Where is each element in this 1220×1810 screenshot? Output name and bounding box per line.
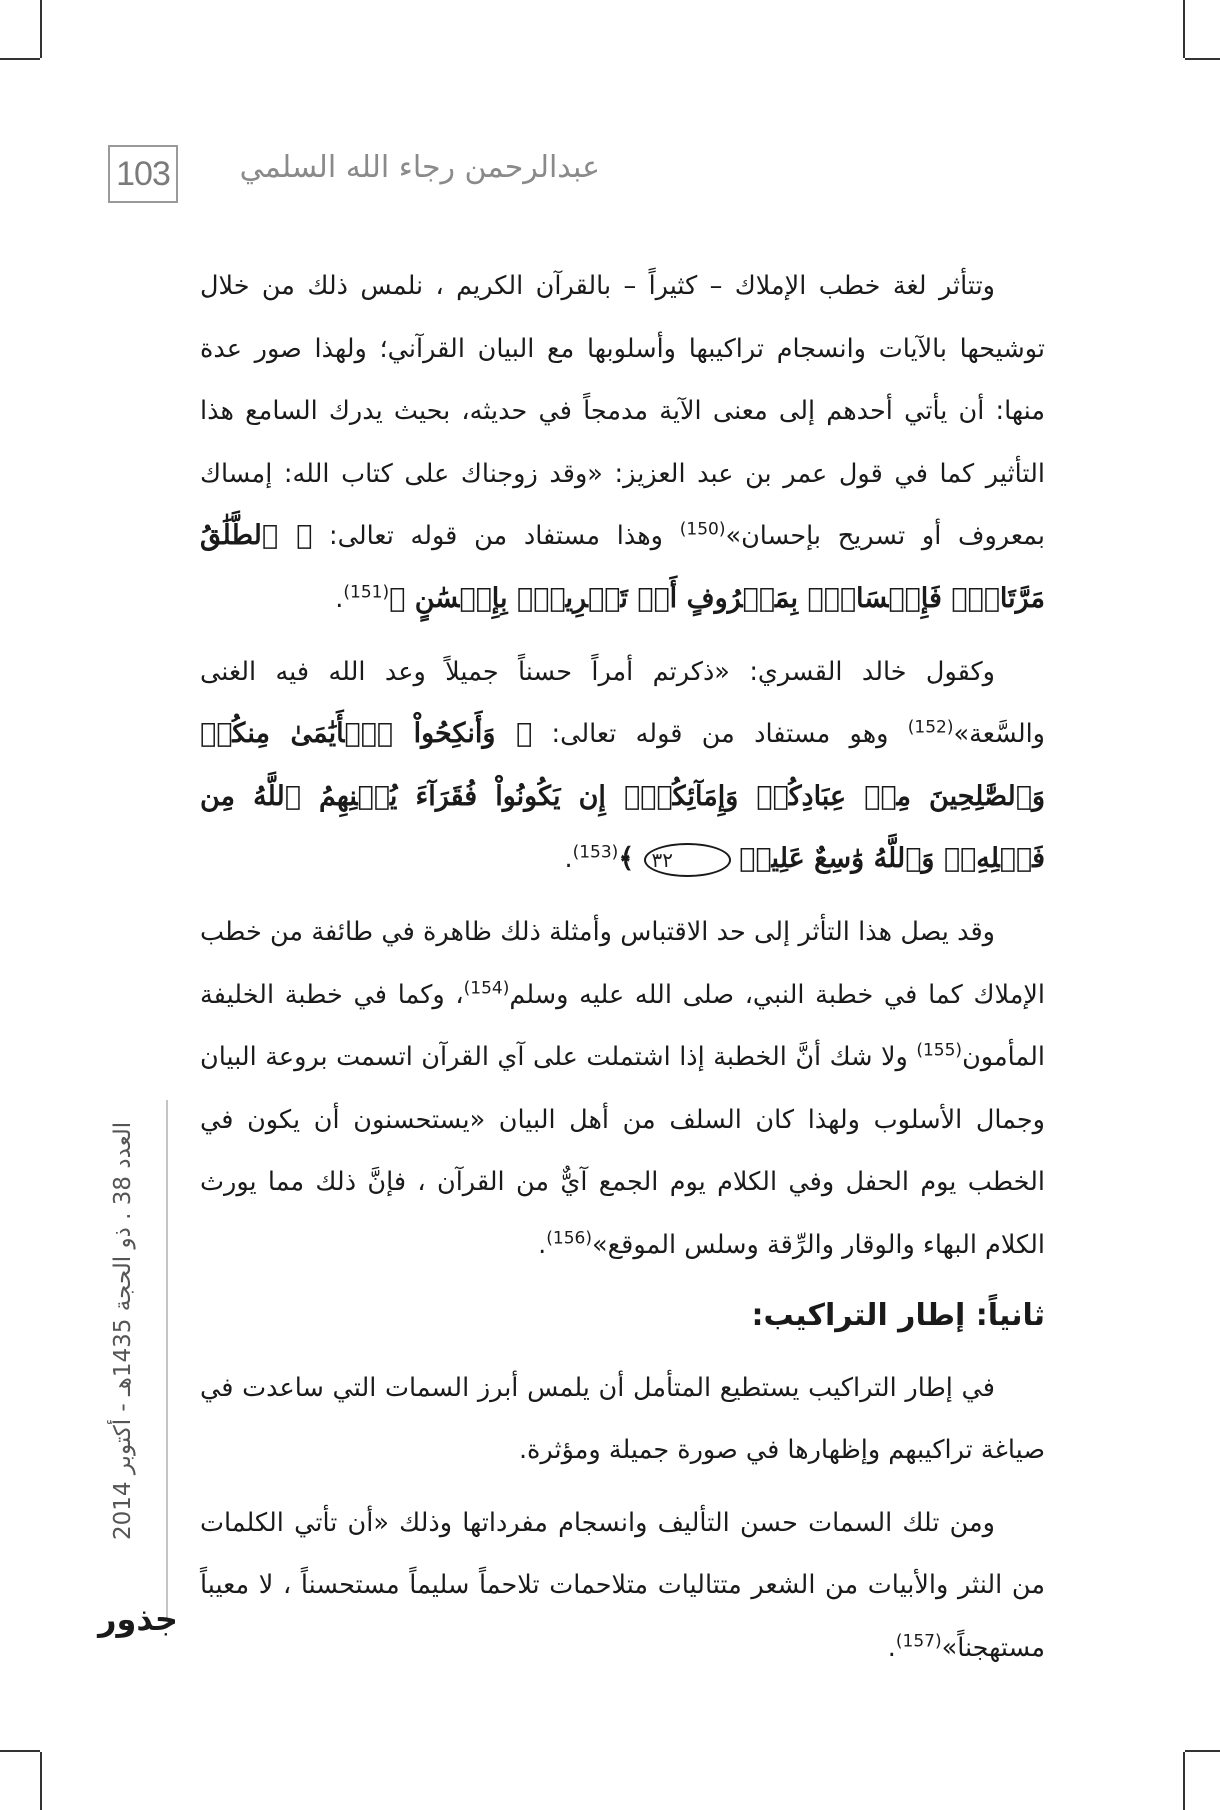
section-heading: ثانياً: إطار التراكيب: [751, 1297, 1045, 1333]
quran-verse: ﴿ ٱلطَّلَٰقُ مَرَّتَانِۖ فَإِمۡسَاكُۢ بِمَعۡرُوفٍ أَوۡ تَسۡرِيحُۢ بِإِحۡسَٰنٍ ﴾ [200, 520, 1045, 614]
article-body [200, 255, 1045, 1689]
crop-mark [1183, 1752, 1185, 1810]
quran-verse: ﴿ وَأَنكِحُواْ ٱلۡأَيَٰمَىٰ مِنكُمۡ وَٱلصَّٰلِحِينَ مِنۡ عِبَادِكُمۡ وَإِمَآئِكُمۡۚ إِن يَكُونُواْ فُقَرَآءَ يُغۡنِهِمُ ٱللَّهُ مِن فَضۡلِهِۦۗ وَٱللَّهُ وَٰسِعٌ عَلِيمٞ [200, 718, 1045, 875]
running-head-author: عبدالرحمن رجاء الله السلمي [239, 150, 600, 185]
paragraph: وتتأثر لغة خطب الإملاك – كثيراً – بالقرآن الكريم ، نلمس ذلك من خلال توشيحها بالآيات وانسجام تراكيبها وأسلوبها مع البيان القرآني؛ ولهذا صور عدة منها: أن يأتي أحدهم إلى معنى الآية مدمجاً في حديثه، بحيث يدرك السامع هذا التأثير كما في قول عمر بن عبد العزيز: «وقد زوجناك على كتاب الله: إمساك بمعروف أو تسريح بإحسان»$^{(150)}$ وهذا مستفاد من قوله تعالى: ﴿ ٱلطَّلَٰقُ مَرَّتَانِۖ فَإِمۡسَاكُۢ بِمَعۡرُوفٍ أَوۡ تَسۡرِيحُۢ بِإِحۡسَٰنٍ ﴾$^{(151)}$. [200, 271, 1046, 614]
journal-logo: جذور [98, 1600, 178, 1638]
paragraph: وقد يصل هذا التأثر إلى حد الاقتباس وأمثلة ذلك ظاهرة في طائفة من خطب الإملاك كما في خطبة النبي، صلى الله عليه وسلم$^{(154)}$، وكما في خطبة الخليفة المأمون$^{(155)}$ ولا شك أنَّ الخطبة إذا اشتملت على آي القرآن اتسمت بروعة البيان وجمال الأسلوب ولهذا كان السلف من أهل البيان «يستحسنون أن يكون في الخطب يوم الحفل وفي الكلام يوم الجمع آيٌّ من القرآن ، فإنَّ ذلك مما يورث الكلام البهاء والوقار والرِّقة وسلس الموقع»$^{(156)}$. [200, 916, 1045, 1260]
issue-info-text: العدد 38 . ذو الحجة 1435هـ - أكتوبر 2014 [110, 1121, 136, 1540]
paragraph: في إطار التراكيب يستطيع المتأمل أن يلمس أبرز السمات التي ساعدت في صياغة تراكيبهم وإظهارها في صورة جميلة ومؤثرة. [200, 1372, 1045, 1466]
crop-mark [40, 0, 42, 58]
crop-mark [0, 1750, 40, 1752]
crop-mark [1183, 0, 1185, 58]
footnote-ref: (157) [895, 1631, 942, 1652]
footnote-ref: (154) [463, 978, 510, 999]
crop-mark [1185, 1750, 1220, 1752]
page-number: 103 [108, 145, 178, 203]
crop-mark [1185, 58, 1220, 60]
footnote-ref: (153) [572, 842, 619, 863]
footnote-ref: (156) [546, 1228, 592, 1249]
paragraph: وكقول خالد القسري: «ذكرتم أمراً حسناً جميلاً وعد الله فيه الغنى والسَّعة»$^{(152)}$ وهو مستفاد من قوله تعالى: ﴿ وَأَنكِحُواْ ٱلۡأَيَٰمَىٰ مِنكُمۡ وَٱلصَّٰلِحِينَ مِنۡ عِبَادِكُمۡ وَإِمَآئِكُمۡۚ إِن يَكُونُواْ فُقَرَآءَ يُغۡنِهِمُ ٱللَّهُ مِن فَضۡلِهِۦۗ وَٱللَّهُ وَٰسِعٌ عَلِيمٞ ٣٢ ﴾$^{(153)}$. [200, 641, 1045, 891]
paragraph: ومن تلك السمات حسن التأليف وانسجام مفرداتها وذلك «أن تأتي الكلمات من النثر والأبيات من الشعر متتاليات متلاحمات تلاحماً سليماً مستحسناً ، لا معيباً مستهجناً»$^{(157)}$. [200, 1507, 1045, 1663]
footnote-ref: (155) [916, 1040, 963, 1061]
crop-mark [40, 1752, 42, 1810]
footnote-ref: (150) [679, 519, 726, 540]
crop-mark [0, 58, 40, 60]
footnote-ref: (151) [343, 582, 390, 603]
footnote-ref: (152) [907, 717, 954, 738]
verse-number-ornament: ٣٢ [644, 843, 731, 877]
side-divider [166, 1100, 168, 1620]
